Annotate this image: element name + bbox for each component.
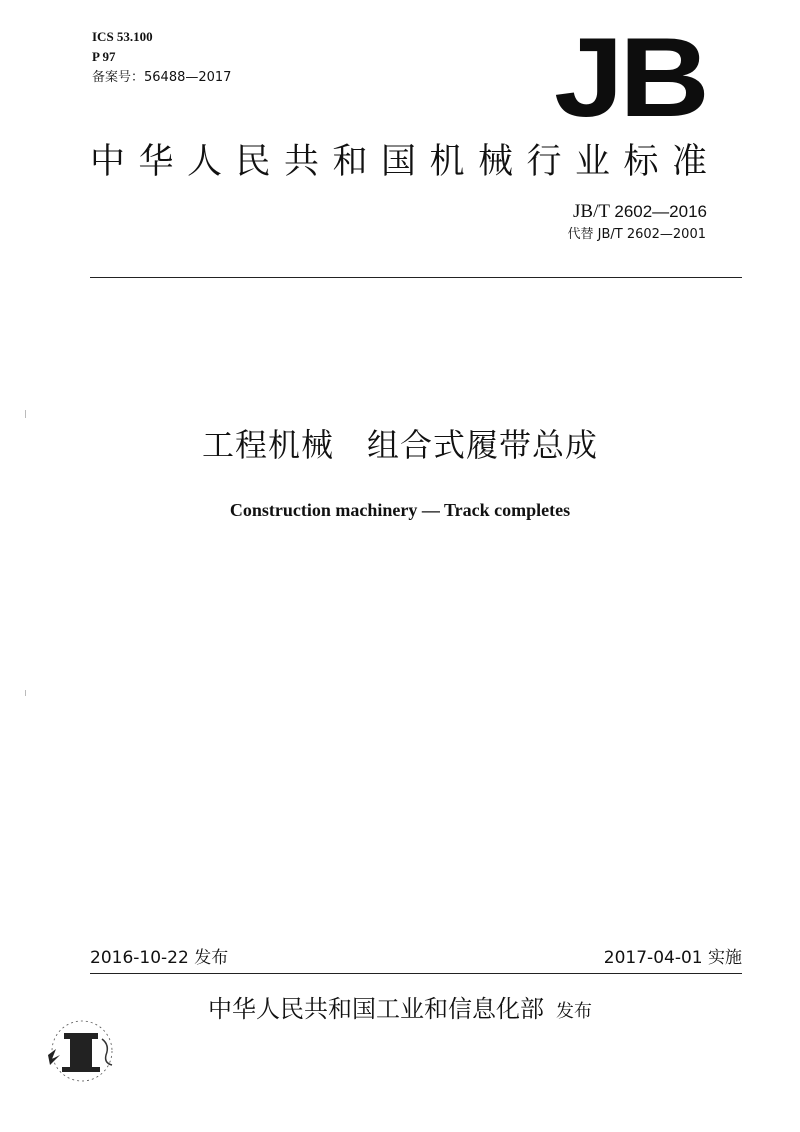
footer-divider	[90, 973, 742, 974]
record-value: 56488—2017	[144, 70, 232, 85]
classification-code: P 97	[92, 49, 116, 64]
implementation-date: 2017-04-01 实施	[603, 948, 742, 968]
record-label: 备案号：	[92, 70, 145, 85]
replaces-standard: 代替 JB/T 2602—2001	[567, 227, 706, 242]
issuer-action: 发布	[556, 1001, 592, 1022]
scan-artifact	[25, 410, 26, 418]
issue-date: 2016-10-22 发布	[90, 948, 229, 968]
publisher-seal-icon	[40, 1015, 120, 1085]
issuer-name: 中华人民共和国工业和信息化部	[208, 995, 544, 1023]
document-title-cn: 工程机械 组合式履带总成	[201, 426, 598, 464]
standard-number-value: 2602—2016	[614, 202, 707, 221]
ics-code: ICS 53.100	[92, 29, 153, 44]
scan-artifact	[25, 690, 26, 696]
jb-logo: JB	[554, 15, 706, 140]
standard-prefix: JB/T	[573, 201, 610, 222]
header-divider	[90, 277, 742, 278]
document-title-en: Construction machinery — Track completes	[229, 500, 571, 520]
standard-number	[573, 201, 707, 223]
record-number	[92, 70, 231, 86]
standard-category-title: 中华人民共和国机械行业标准	[90, 142, 721, 182]
issuing-authority	[0, 993, 800, 1028]
